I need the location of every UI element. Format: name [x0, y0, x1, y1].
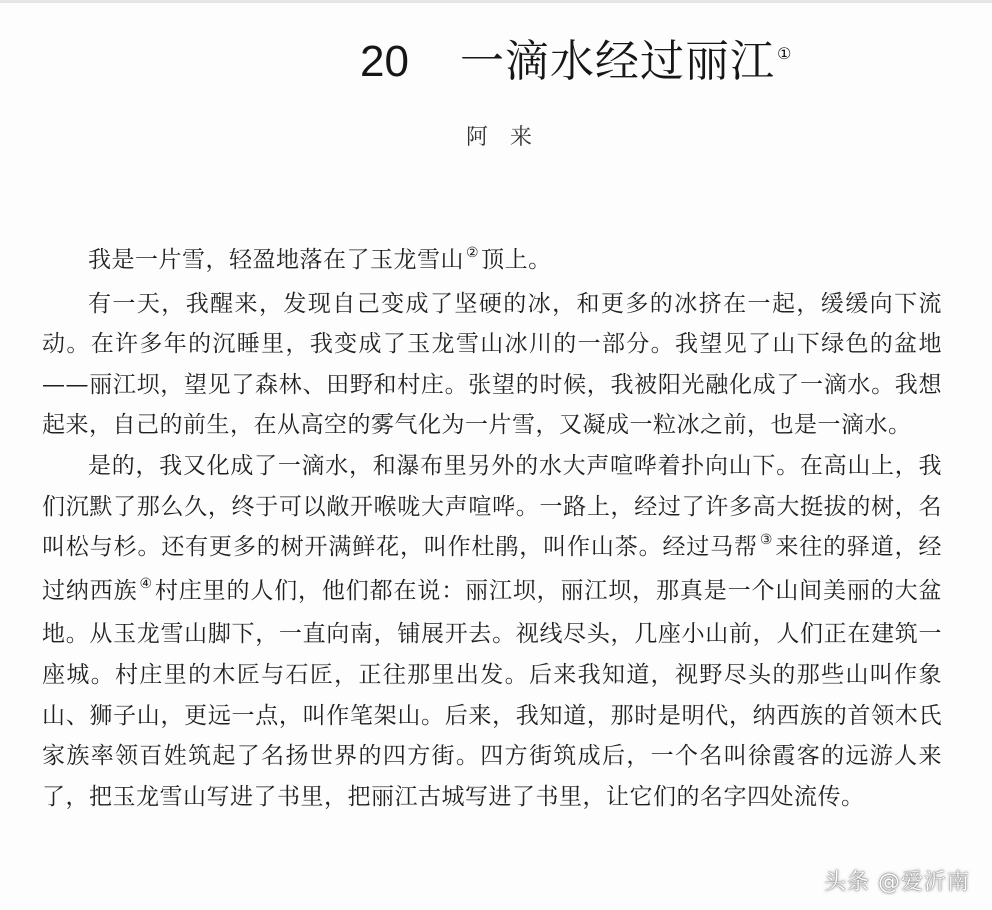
lesson-number: 20 — [360, 37, 409, 86]
footnote-marker: ③ — [759, 532, 774, 549]
lesson-title-text: 一滴水经过丽江 — [460, 36, 775, 87]
paragraph — [42, 240, 942, 284]
paragraph — [42, 446, 942, 817]
paragraph-text: 来往的驿道，经过纳西族 — [42, 534, 943, 604]
paragraph-text: 是的，我又化成了一滴水，和瀑布里另外的水大声喧哗着扑向山下。在高山上，我们沉默了那么久，终于可以敞开喉咙大声喧哗。一路上，经过了许多高大挺拔的树，名叫松与杉。还有更多的树开满鲜花，叫作杜鹃，叫作山茶。经过马帮 — [42, 452, 942, 561]
lesson-title — [360, 34, 791, 94]
watermark: 头条 @爱沂南 — [824, 870, 970, 895]
footnote-marker: ② — [466, 245, 480, 261]
paragraph-text: 村庄里的人们，他们都在说：丽江坝，丽江坝，那真是一个山间美丽的大盆地。从玉龙雪山脚下，一直向南，铺展开去。视线尽头，几座小山前，人们正在建筑一座城。村庄里的木匠与石匠，正往那里出发。后来我知道，视野尽头的那些山叫作象山、狮子山，更远一点，叫作笔架山。后来，我知道，那时是明代，纳西族的首领木氏家族率领百姓筑起了名扬世界的四方街。四方街筑成后，一个名叫徐霞客的远游人来了，把玉龙雪山写进了书里，把丽江古城写进了书里，让它们的名字四处流传。 — [42, 577, 942, 810]
footnote-marker: ④ — [139, 575, 153, 592]
author-name: 阿来 — [466, 125, 555, 150]
paragraph-text: 顶上。 — [481, 247, 552, 273]
title-footnote-marker: ① — [777, 44, 792, 63]
paragraph-text: 我是一片雪，轻盈地落在了玉龙雪山 — [88, 247, 464, 273]
paragraph — [42, 284, 942, 446]
paragraph-text: 有一天，我醒来，发现自己变成了坚硬的冰，和更多的冰挤在一起，缓缓向下流动。在许多年的沉睡里，我变成了玉龙雪山冰川的一部分。我望见了山下绿色的盆地——丽江坝，望见了森林、田野和村庄。张望的时候，我被阳光融化成了一滴水。我想起来，自己的前生，在从高空的雾气化为一片雪，又凝成一粒冰之前，也是一滴水。 — [42, 290, 942, 439]
top-divider — [0, 0, 992, 3]
article-body — [42, 240, 942, 817]
